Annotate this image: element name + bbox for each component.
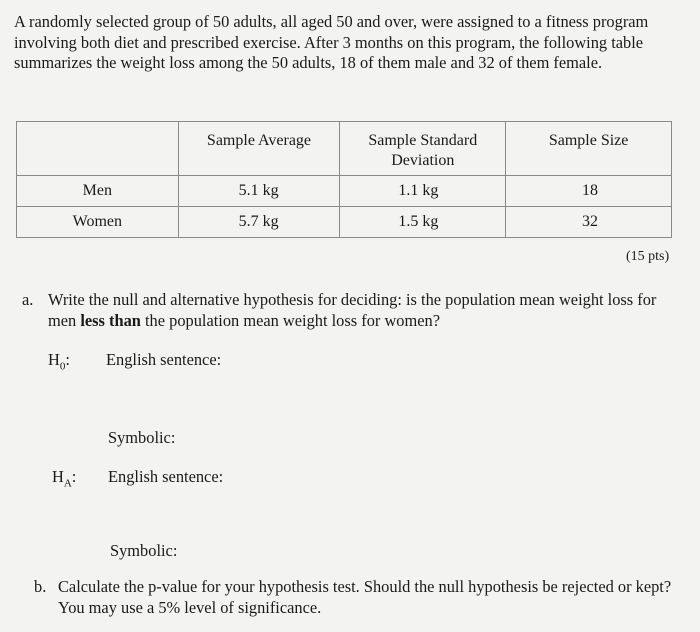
table-header-std: Sample Standard Deviation [340, 122, 506, 176]
alt-symbolic-prompt: Symbolic: [110, 541, 178, 560]
alt-english-prompt: English sentence: [108, 467, 224, 486]
row-label-men: Men [17, 176, 179, 207]
table-row [17, 207, 672, 238]
weight-loss-table [16, 121, 672, 238]
question-b-label: b. [34, 577, 47, 596]
table-header-average: Sample Average [178, 122, 340, 176]
question-b-text: Calculate the p-value for your hypothesis test. Should the null hypothesis be rejected or kept? You may use a 5% level of significance. [58, 577, 672, 617]
null-symbolic-prompt: Symbolic: [108, 428, 176, 447]
women-size: 32 [506, 207, 672, 238]
men-std: 1.1 kg [340, 176, 506, 207]
women-std: 1.5 kg [340, 207, 506, 238]
question-a-label: a. [22, 290, 34, 309]
null-hypothesis-label: $H_0$: [48, 350, 70, 373]
men-average: 5.1 kg [178, 176, 340, 207]
problem-intro: A randomly selected group of 50 adults, all aged 50 and over, were assigned to a fitness program involving both diet and prescribed exercise. After 3 months on this program, the following table summarizes the weight loss among the 50 adults, 18 of them male and 32 of them female. [14, 12, 649, 72]
alt-hypothesis-label: $H_A$: [52, 467, 77, 490]
table-header-blank [17, 122, 179, 176]
men-size: 18 [506, 176, 672, 207]
question-a-text: Write the null and alternative hypothesis for deciding: is the population mean weight loss for men less than the population mean weight loss for women? [48, 290, 657, 330]
row-label-women: Women [17, 207, 179, 238]
table-row [17, 176, 672, 207]
women-average: 5.7 kg [178, 207, 340, 238]
table-header-row [17, 122, 672, 176]
null-english-prompt: English sentence: [106, 350, 222, 369]
table-header-size: Sample Size [506, 122, 672, 176]
points-label: (15 pts) [626, 249, 670, 264]
